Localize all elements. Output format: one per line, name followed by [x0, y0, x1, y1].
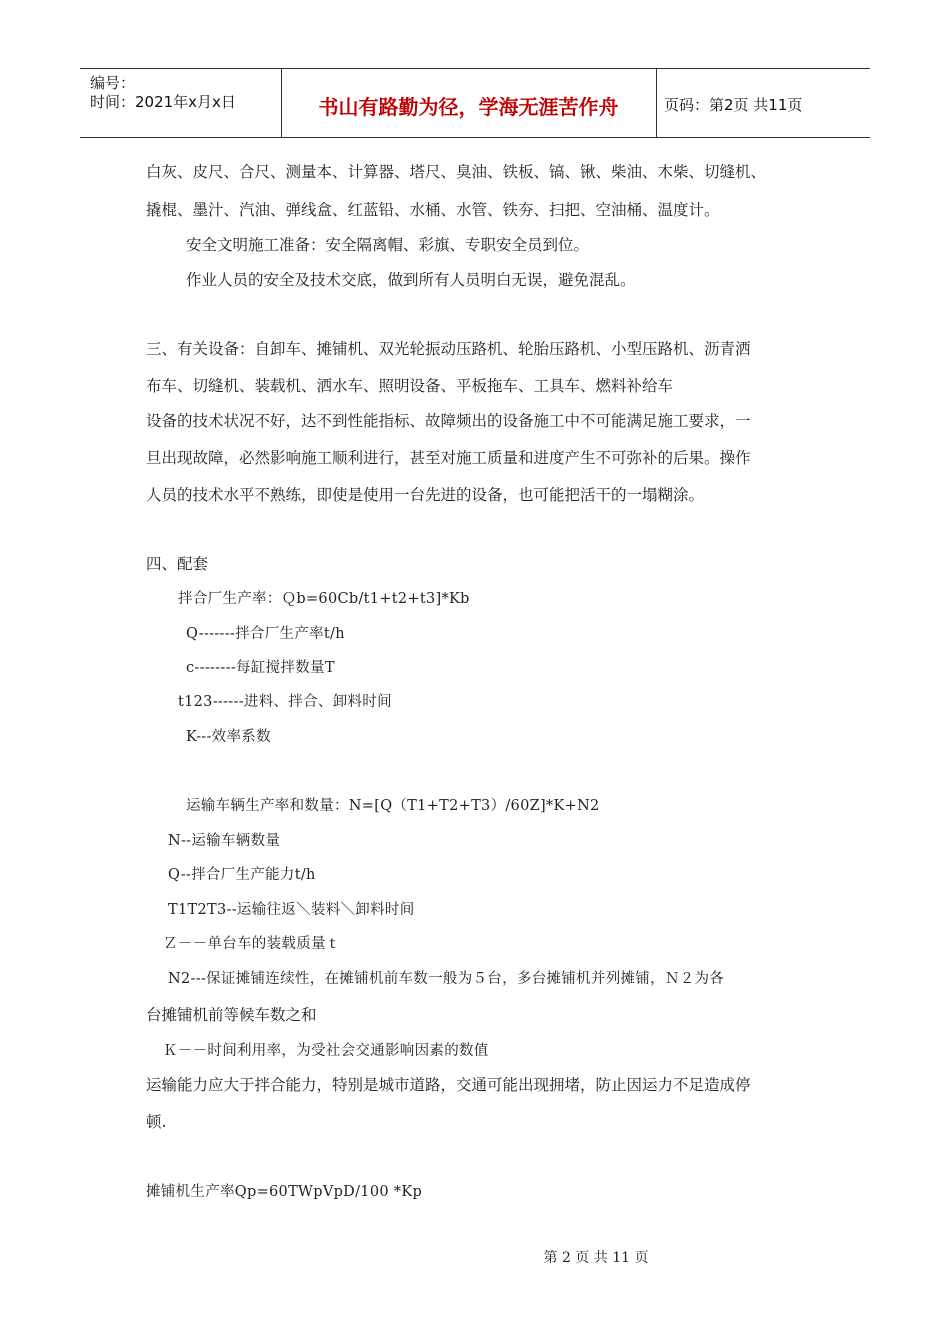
formula-line: Ｋ－－时间利用率，为受社会交通影响因素的数值 [163, 1043, 489, 1059]
section-heading: 四、配套 [146, 555, 209, 573]
motto: 书山有路勤为径，学海无涯苦作舟 [318, 95, 619, 119]
page-footer: 第 2 页 共 11 页 [543, 1250, 649, 1266]
formula-line: Ｚ－－单台车的装载质量ｔ [163, 936, 341, 952]
body-line: 设备的技术状况不好，达不到性能指标、故障频出的设备施工中不可能满足施工要求，一 [146, 412, 751, 430]
formula-line: N2---保证摊铺连续性，在摊铺机前车数一般为５台，多台摊铺机并列摊铺，Ｎ２为各 [168, 971, 725, 987]
header-page-cell [656, 69, 870, 137]
body-line: 旦出现故障，必然影响施工顺利进行，甚至对施工质量和进度产生不可弥补的后果。操作 [146, 449, 751, 467]
body-line: 布车、切缝机、装载机、洒水车、照明设备、平板拖车、工具车、燃料补给车 [146, 377, 674, 395]
formula-line: Q--拌合厂生产能力t/h [168, 867, 316, 883]
body-line: 撬棍、墨汁、汽油、弹线盒、红蓝铅、水桶、水管、铁夯、扫把、空油桶、温度计。 [146, 201, 720, 219]
body-line: 台摊铺机前等候车数之和 [146, 1006, 317, 1024]
body-line: 白灰、皮尺、合尺、测量本、计算器、塔尺、臭油、铁板、镐、锹、柴油、木柴、切缝机、 [146, 163, 767, 181]
body-line: 安全文明施工准备：安全隔离帽、彩旗、专职安全员到位。 [186, 236, 590, 254]
section-heading: 三、有关设备：自卸车、摊铺机、双光轮振动压路机、轮胎压路机、小型压路机、沥青洒 [146, 340, 751, 358]
formula-line: 拌合厂生产率：Ｑb=60Cb/t1+t2+t3]*Kb [178, 591, 470, 607]
body-line: 顿. [146, 1113, 167, 1131]
formula-line: 运输车辆生产率和数量：N=[Q（T1+T2+T3）/60Z]*K+N2 [186, 798, 600, 814]
header-motto-cell [281, 69, 657, 137]
header-meta-cell [80, 69, 282, 137]
formula-line: T1T2T3--运输往返＼装料＼卸料时间 [168, 902, 415, 918]
body-line: 作业人员的安全及技术交底，做到所有人员明白无误，避免混乱。 [186, 271, 636, 289]
date-label: 时间：2021年x月x日 [90, 93, 236, 111]
formula-line: 摊铺机生产率Qp=60TWpVpD/100 *Kp [146, 1184, 423, 1200]
code-label: 编号： [90, 74, 136, 92]
formula-line: Q-------拌合厂生产率t/h [186, 626, 345, 642]
formula-line: c--------每缸搅拌数量T [186, 660, 335, 676]
page-info: 页码：第2页 共11页 [664, 96, 803, 114]
formula-line: t123------进料、拌合、卸料时间 [178, 694, 392, 710]
body-line: 人员的技术水平不熟练，即使是使用一台先进的设备，也可能把活干的一塌糊涂。 [146, 486, 705, 504]
formula-line: K---效率系数 [186, 729, 271, 745]
body-line: 运输能力应大于拌合能力，特别是城市道路，交通可能出现拥堵，防止因运力不足造成停 [146, 1076, 751, 1094]
page-header [80, 68, 870, 138]
formula-line: N--运输车辆数量 [168, 833, 281, 849]
